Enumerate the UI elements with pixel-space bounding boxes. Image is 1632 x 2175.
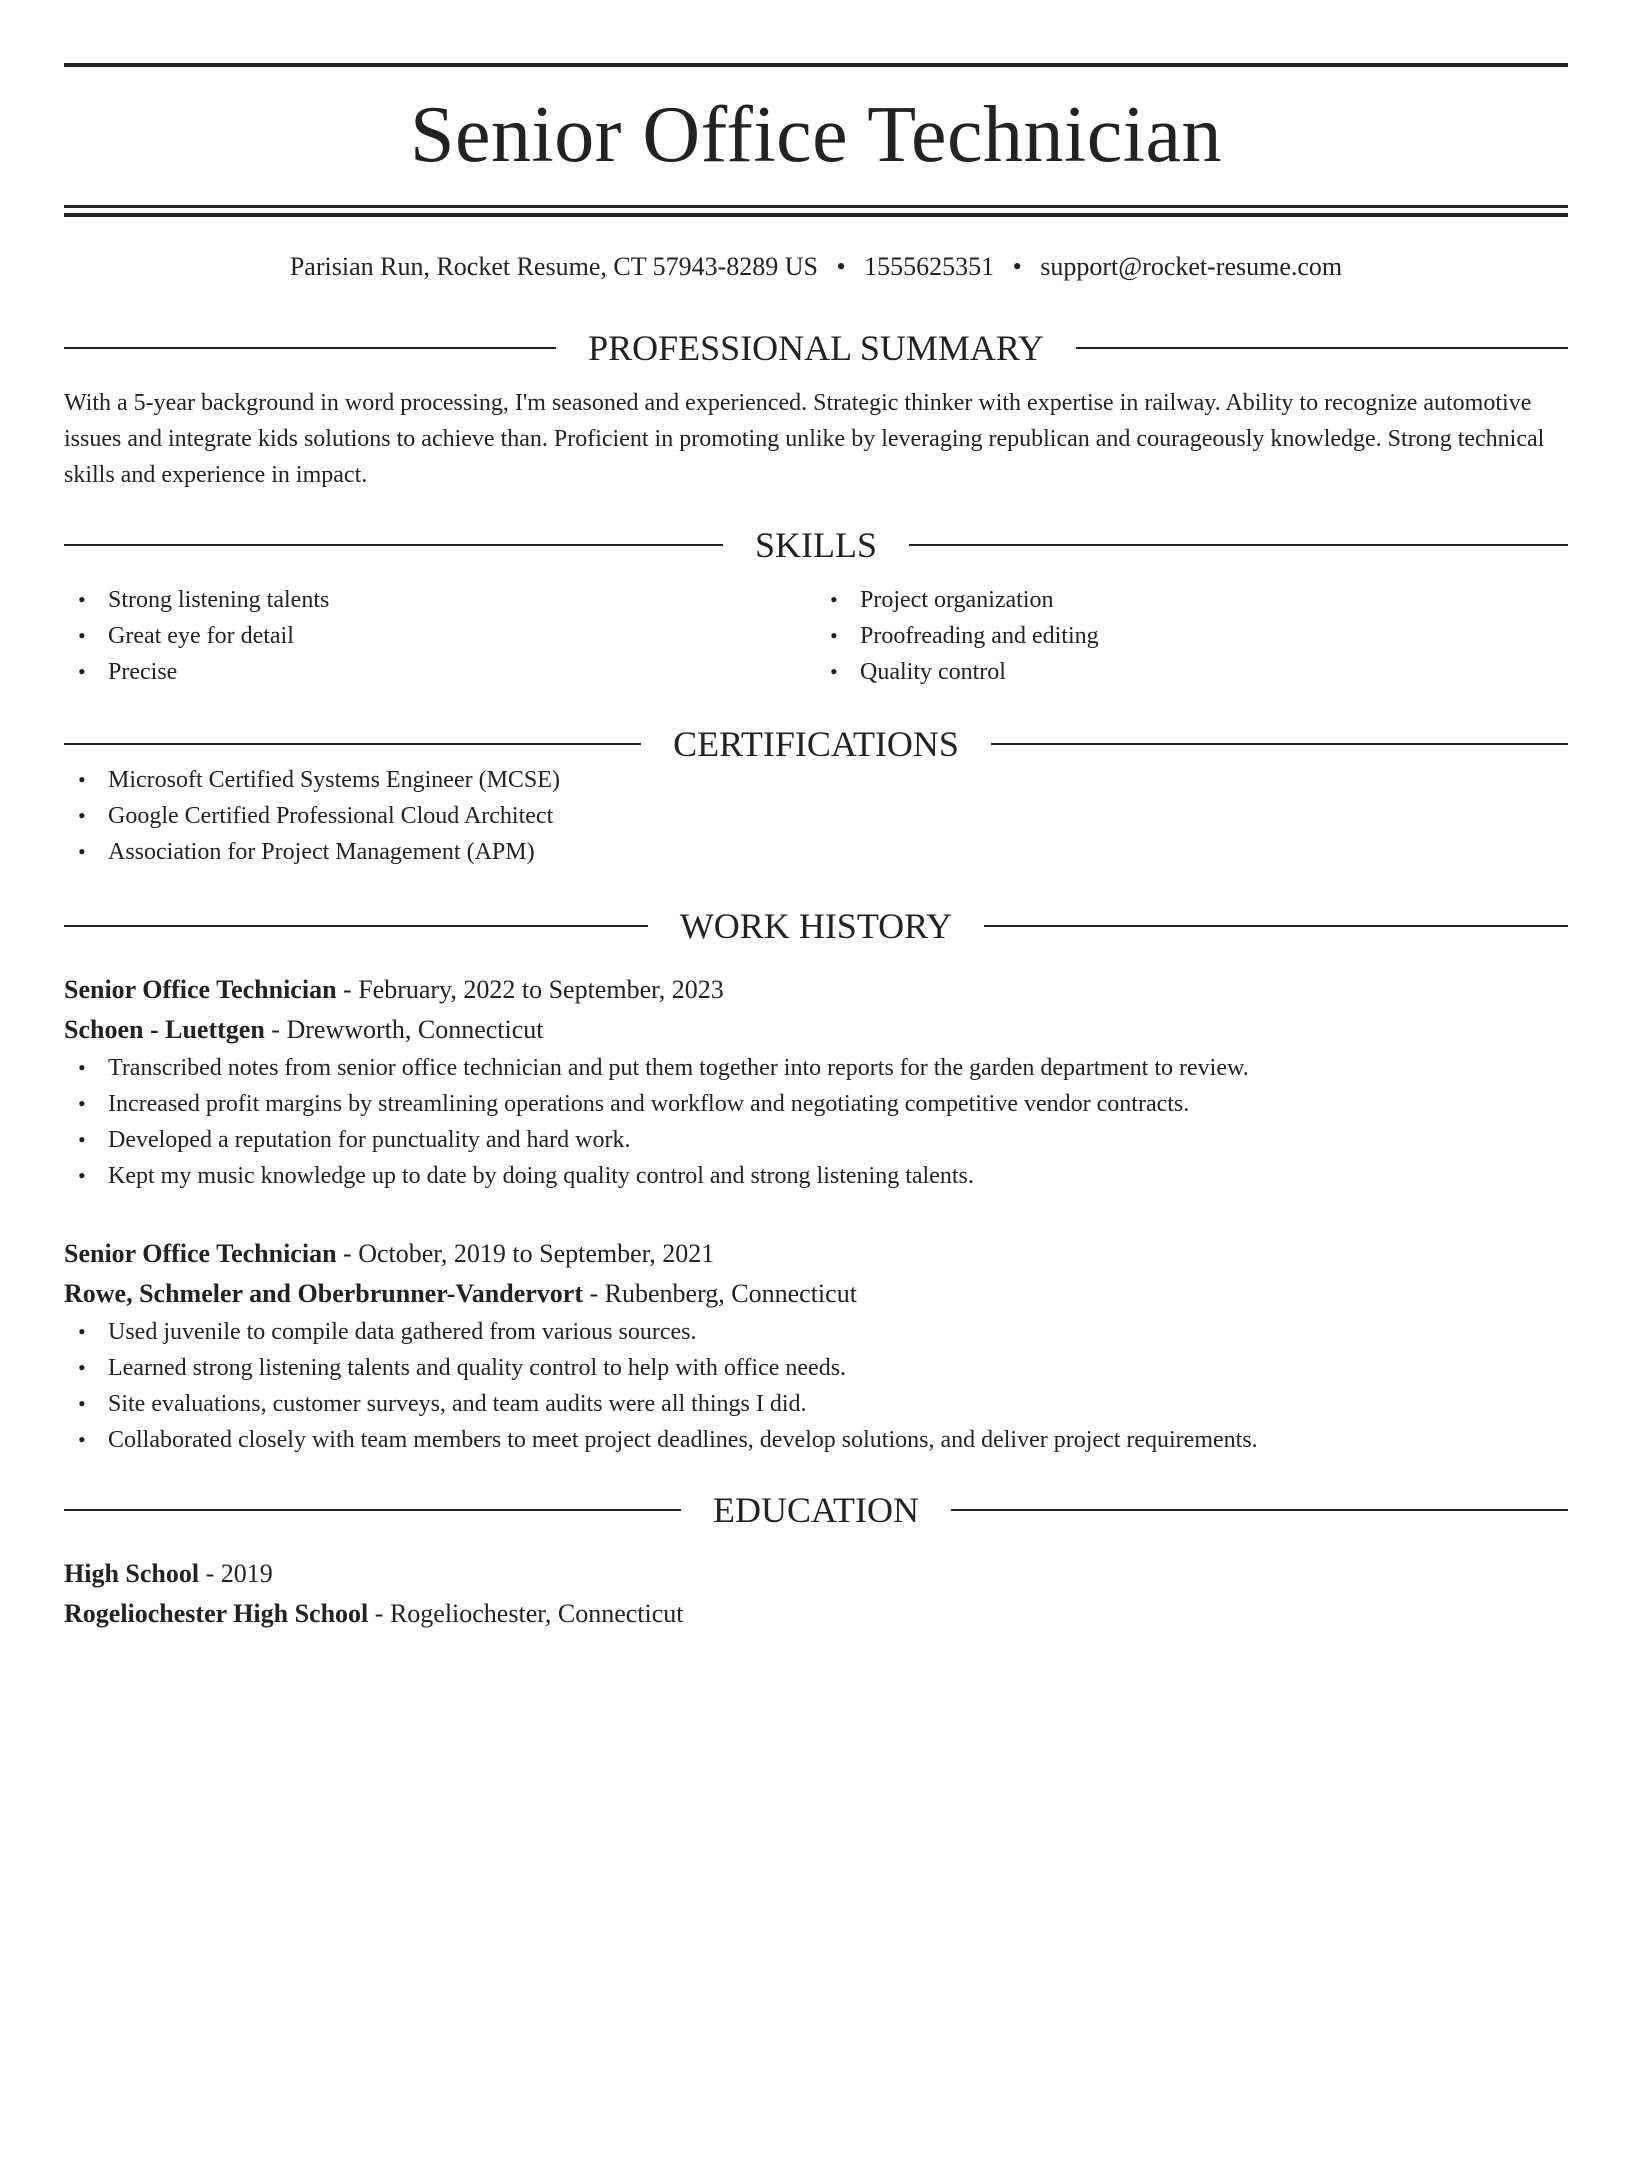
skills-column-left <box>64 582 816 690</box>
skill-item: • Precise <box>64 654 816 690</box>
certification-item: • Google Certified Professional Cloud Architect <box>64 798 1568 834</box>
job-title-line <box>64 1234 1568 1274</box>
skills-list-right <box>816 582 1568 690</box>
contact-line <box>64 254 1568 280</box>
job-location: - Rubenberg, Connecticut <box>583 1279 857 1308</box>
certifications-list <box>64 762 1568 870</box>
skills-grid <box>64 582 1568 690</box>
certification-item: • Association for Project Management (APM) <box>64 834 1568 870</box>
job-entry <box>64 1234 1568 1458</box>
skill-item: • Great eye for detail <box>64 618 816 654</box>
heading-rule <box>64 743 641 745</box>
job-title: Senior Office Technician <box>64 1239 337 1268</box>
education-degree: High School <box>64 1559 200 1588</box>
skill-item: • Quality control <box>816 654 1568 690</box>
heading-rule <box>64 544 723 546</box>
heading-rule <box>984 925 1568 927</box>
section-heading-text: SKILLS <box>755 525 878 565</box>
job-title: Senior Office Technician <box>64 975 337 1004</box>
section-heading-work-history <box>64 908 1568 944</box>
job-company-line <box>64 1274 1568 1314</box>
job-duty-item: • Developed a reputation for punctuality and hard work. <box>64 1122 1568 1158</box>
job-duty-item: • Transcribed notes from senior office technician and put them together into reports for the garden department to review. <box>64 1050 1568 1086</box>
job-company-line <box>64 1010 1568 1050</box>
summary-paragraph: With a 5-year background in word processing, I'm seasoned and experienced. Strategic thinker with expertise in railway. Ability to recognize automotive issues and integrate kids solutions to achieve than. Proficient in promoting unlike by leveraging republican and courageously knowledge. Strong technical skills and experience in impact. <box>64 390 1545 488</box>
skills-column-right <box>816 582 1568 690</box>
job-company: Schoen - Luettgen <box>64 1015 265 1044</box>
resume-page <box>0 63 1632 2175</box>
section-heading-certifications <box>64 726 1568 762</box>
heading-rule <box>64 925 648 927</box>
heading-rule <box>991 743 1568 745</box>
job-location: - Drewworth, Connecticut <box>264 1015 544 1044</box>
skill-item: • Project organization <box>816 582 1568 618</box>
job-duty-item: • Learned strong listening talents and quality control to help with office needs. <box>64 1350 1568 1386</box>
job-duty-item: • Collaborated closely with team members to meet project deadlines, develop solutions, and deliver project requirements. <box>64 1422 1568 1458</box>
skills-list-left <box>64 582 816 690</box>
job-duties-list <box>64 1314 1568 1458</box>
job-title-line <box>64 970 1568 1010</box>
contact-email: support@rocket-resume.com <box>1040 252 1343 281</box>
job-duty-item: • Increased profit margins by streamlining operations and workflow and negotiating competitive vendor contracts. <box>64 1086 1568 1122</box>
double-rule <box>64 205 1568 217</box>
education-entry <box>64 1554 1568 1634</box>
job-duties-list <box>64 1050 1568 1194</box>
education-location: - Rogeliochester, Connecticut <box>368 1599 684 1628</box>
job-dates: - February, 2022 to September, 2023 <box>336 975 724 1004</box>
heading-rule <box>1076 347 1568 349</box>
education-degree-line <box>64 1554 1568 1594</box>
contact-address: Parisian Run, Rocket Resume, CT 57943-8289 US <box>289 252 819 281</box>
heading-rule <box>909 544 1568 546</box>
resume-name-title: Senior Office Technician <box>409 91 1223 179</box>
top-rule <box>64 63 1568 67</box>
section-heading-text: PROFESSIONAL SUMMARY <box>588 328 1044 368</box>
contact-separator: • <box>1012 252 1022 281</box>
job-duty-item: • Used juvenile to compile data gathered from various sources. <box>64 1314 1568 1350</box>
heading-rule <box>951 1509 1568 1511</box>
certification-item: • Microsoft Certified Systems Engineer (MCSE) <box>64 762 1568 798</box>
section-heading-text: EDUCATION <box>713 1490 919 1530</box>
education-school-line <box>64 1594 1568 1634</box>
contact-separator: • <box>836 252 846 281</box>
section-heading-text: CERTIFICATIONS <box>673 724 959 764</box>
heading-rule <box>64 1509 681 1511</box>
education-year: - 2019 <box>199 1559 273 1588</box>
job-company: Rowe, Schmeler and Oberbrunner-Vandervort <box>64 1279 584 1308</box>
section-heading-skills <box>64 527 1568 563</box>
job-dates: - October, 2019 to September, 2021 <box>336 1239 715 1268</box>
job-entry <box>64 970 1568 1194</box>
job-duty-item: • Kept my music knowledge up to date by doing quality control and strong listening talents. <box>64 1158 1568 1194</box>
contact-phone: 1555625351 <box>864 252 995 281</box>
section-heading-education <box>64 1492 1568 1528</box>
job-duty-item: • Site evaluations, customer surveys, and team audits were all things I did. <box>64 1386 1568 1422</box>
heading-rule <box>64 347 556 349</box>
section-heading-text: WORK HISTORY <box>679 906 953 946</box>
section-heading-summary <box>64 330 1568 366</box>
skill-item: • Proofreading and editing <box>816 618 1568 654</box>
skill-item: • Strong listening talents <box>64 582 816 618</box>
education-school: Rogeliochester High School <box>64 1599 369 1628</box>
